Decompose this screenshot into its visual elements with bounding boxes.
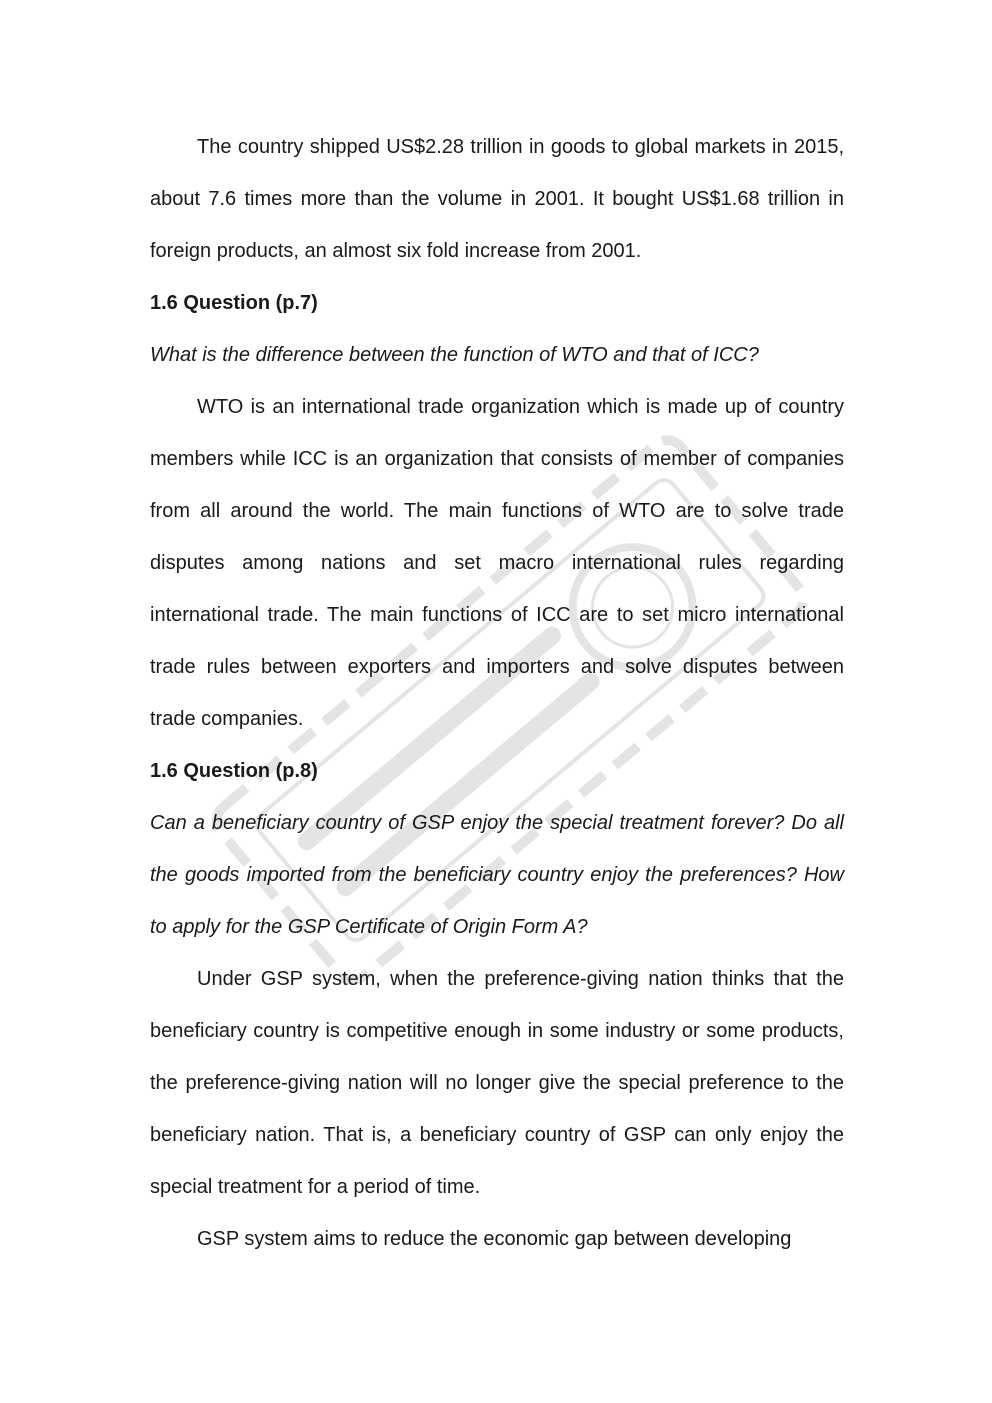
question-wto-icc: What is the difference between the function of WTO and that of ICC? xyxy=(150,344,759,366)
section-heading-p7: 1.6 Question (p.7) xyxy=(150,292,318,314)
question-gsp: Can a beneficiary country of GSP enjoy the special treatment forever? Do all the goods imported from the beneficiary country enjoy the preferences? How to apply for the GSP Certificate of Origin Form A? xyxy=(150,812,844,938)
answer-gsp-period: Under GSP system, when the preference-giving nation thinks that the beneficiary country is competitive enough in some industry or some products, the preference-giving nation will no longer give the special preference to the beneficiary nation. That is, a beneficiary country of GSP can only enjoy the special treatment for a period of time. xyxy=(150,968,844,1198)
paragraph-trade-volume: The country shipped US$2.28 trillion in goods to global markets in 2015, about 7.6 times more than the volume in 2001. It bought US$1.68 trillion in foreign products, an almost six fold increase from 2001. xyxy=(150,136,844,262)
document-page xyxy=(150,121,844,1265)
section-heading-p8: 1.6 Question (p.8) xyxy=(150,760,318,782)
answer-wto-icc: WTO is an international trade organization which is made up of country members while ICC is an organization that consists of member of companies from all around the world. The main functions of WTO are to solve trade disputes among nations and set macro international rules regarding international trade. The main functions of ICC are to set micro international trade rules between exporters and importers and solve disputes between trade companies. xyxy=(150,396,844,730)
answer-gsp-aims: GSP system aims to reduce the economic gap between developing xyxy=(197,1228,792,1250)
